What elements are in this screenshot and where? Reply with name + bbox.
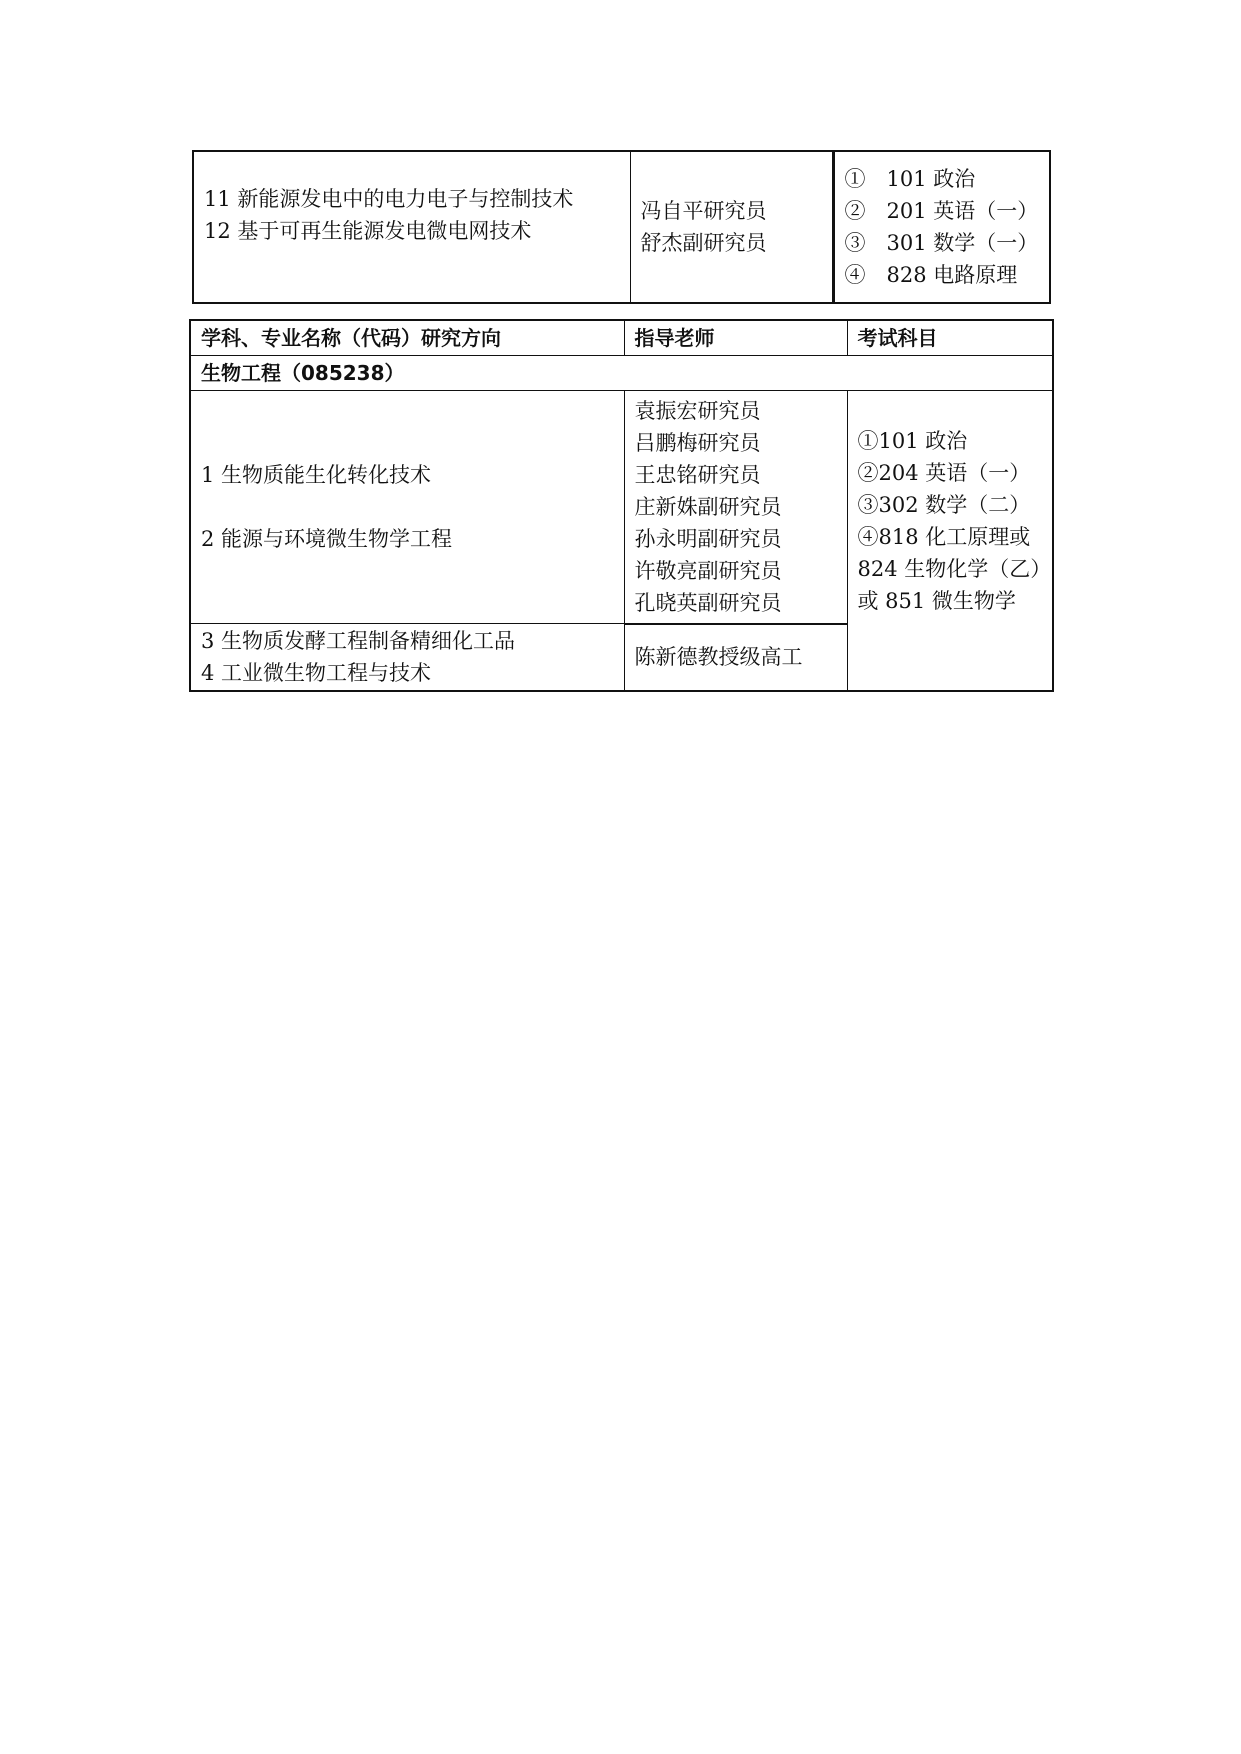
advisors-cell <box>624 624 847 692</box>
exam-subject: ④818 化工原理或 <box>857 524 1031 549</box>
advisor: 庄新姝副研究员 <box>634 494 782 519</box>
research-direction: 3 生物质发酵工程制备精细化工品 <box>201 629 516 653</box>
exam-subject: ①101 政治 <box>857 428 968 453</box>
advisor: 孔晓英副研究员 <box>634 590 782 615</box>
exam-subject: ②204 英语（一） <box>857 460 1031 485</box>
advisor: 冯自平研究员 <box>640 199 767 223</box>
advisors-cell <box>630 151 833 303</box>
exam-subjects-cell <box>847 391 1053 692</box>
exam-subjects-cell <box>833 151 1050 303</box>
table-header-row <box>190 320 1053 356</box>
exam-subject: ③302 数学（二） <box>857 492 1031 517</box>
advisor: 袁振宏研究员 <box>634 398 761 423</box>
advisor: 孙永明副研究员 <box>634 526 782 551</box>
research-direction: 12 基于可再生能源发电微电网技术 <box>204 219 532 243</box>
table-row <box>190 391 1053 624</box>
exam-subject: ② 201 英语（一） <box>844 199 1039 223</box>
advisor: 陈新德教授级高工 <box>634 645 803 670</box>
research-directions-cell <box>190 391 624 624</box>
research-direction: 2 能源与环境微生物学工程 <box>201 527 453 551</box>
advisor: 舒杰副研究员 <box>640 231 767 255</box>
research-direction: 4 工业微生物工程与技术 <box>201 661 432 685</box>
section-title: 生物工程（085238） <box>190 356 1053 391</box>
program-table-electrical <box>192 150 1051 304</box>
exam-subject: ③ 301 数学（一） <box>844 231 1039 255</box>
exam-subject: ① 101 政治 <box>844 167 976 191</box>
program-table-bioengineering <box>189 319 1054 692</box>
advisor: 王忠铭研究员 <box>634 462 761 487</box>
research-directions-cell <box>193 151 630 303</box>
section-row <box>190 356 1053 391</box>
advisor: 许敬亮副研究员 <box>634 558 782 583</box>
advisor: 吕鹏梅研究员 <box>634 430 761 455</box>
column-header: 考试科目 <box>847 320 1053 356</box>
column-header: 指导老师 <box>624 320 847 356</box>
table-row <box>193 151 1050 303</box>
exam-subject: ④ 828 电路原理 <box>844 263 1018 287</box>
research-direction: 1 生物质能生化转化技术 <box>201 463 432 487</box>
column-header: 学科、专业名称（代码）研究方向 <box>190 320 624 356</box>
exam-subject: 824 生物化学（乙） <box>857 556 1052 581</box>
research-direction: 11 新能源发电中的电力电子与控制技术 <box>204 187 574 211</box>
exam-subject: 或 851 微生物学 <box>857 588 1016 613</box>
research-directions-cell <box>190 624 624 692</box>
advisors-cell <box>624 391 847 624</box>
